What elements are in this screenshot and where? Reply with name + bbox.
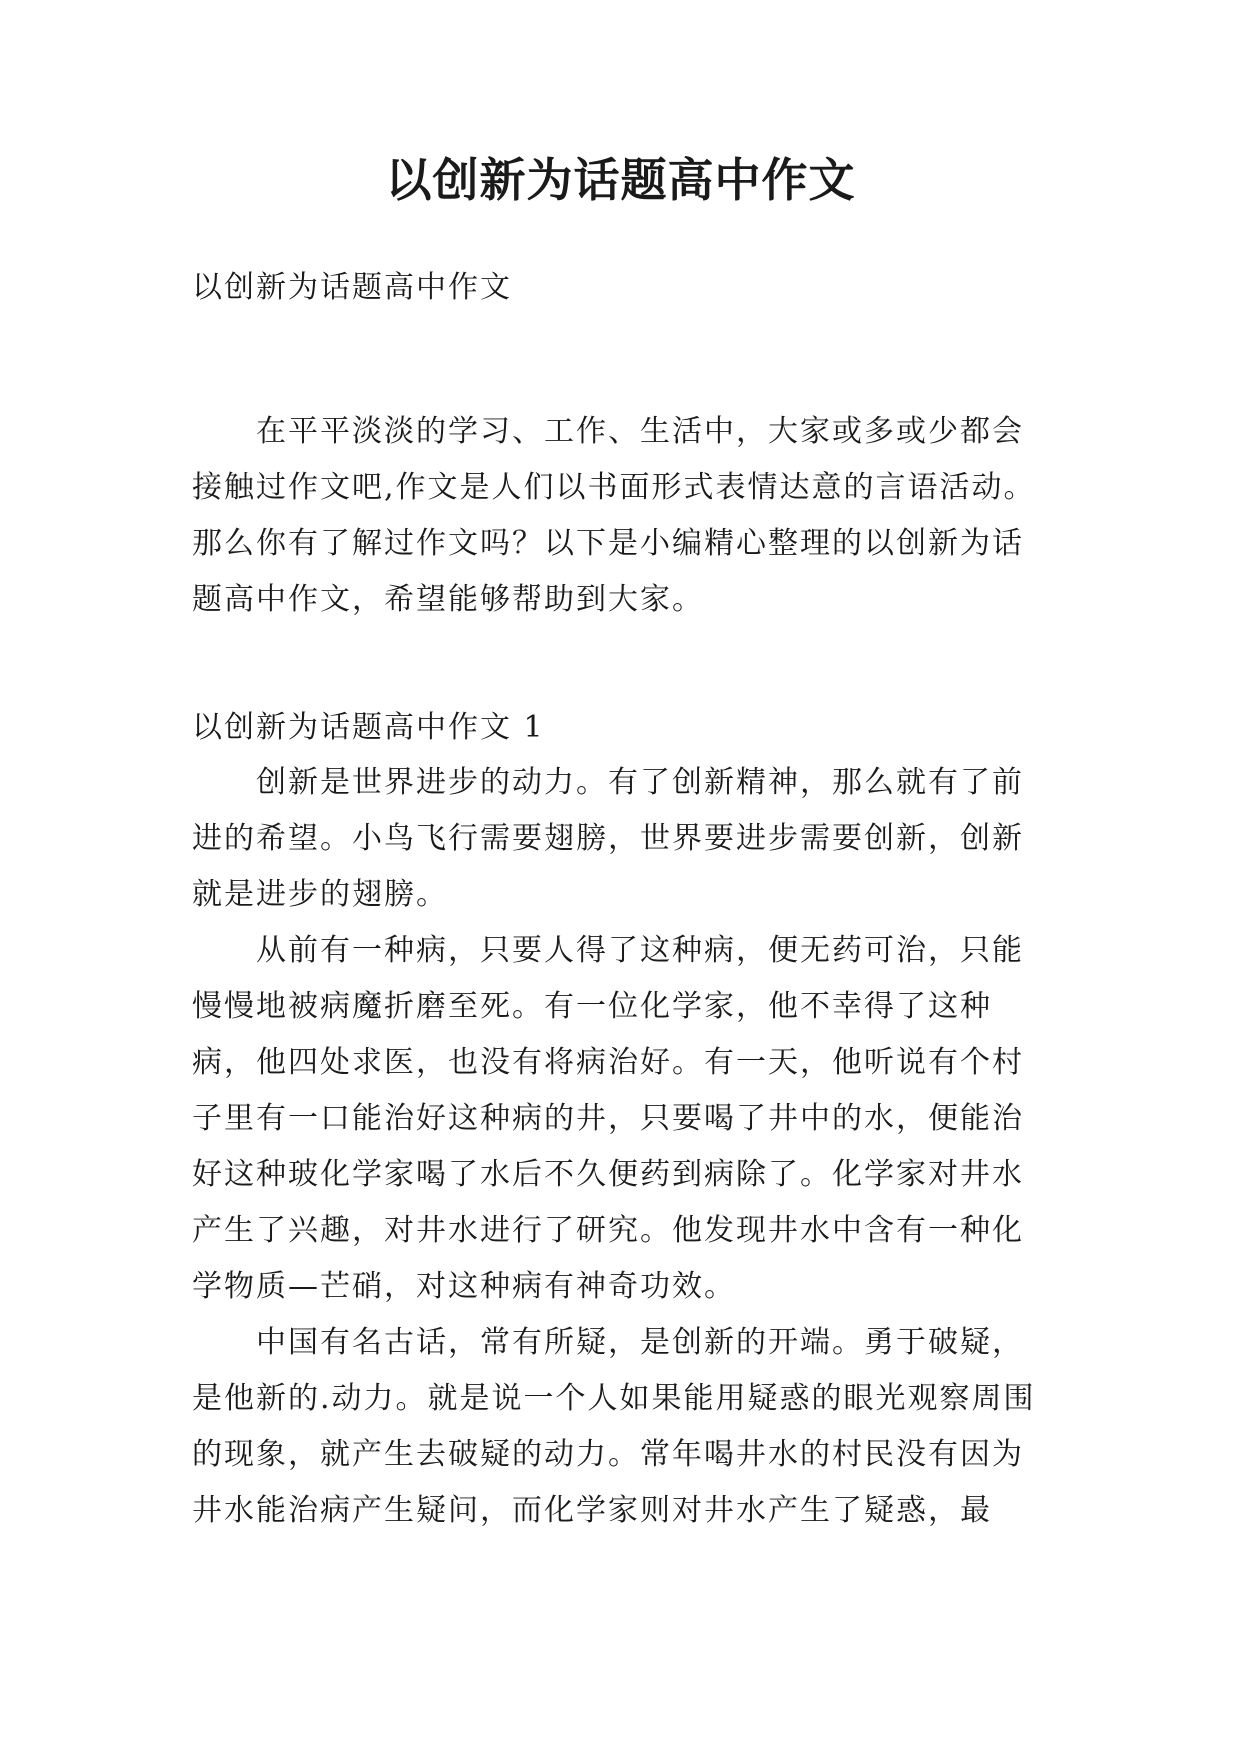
essay-paragraph: 中国有名古话，常有所疑，是创新的开端。勇于破疑，是他新的.动力。就是说一个人如果能用疑惑的眼光观察周围的现象，就产生去破疑的动力。常年喝井水的村民没有因为井水能治病产生疑问，而化学家则对井水产生了疑惑，最 [192,1325,1036,1528]
sub-heading [192,260,1052,316]
intro-paragraph [192,404,1052,628]
section-title [192,700,1052,756]
sub-heading-text: 以创新为话题高中作文 [192,270,512,305]
essay-paragraph: 从前有一种病，只要人得了这种病，便无药可治，只能慢慢地被病魔折磨至死。有一位化学家，他不幸得了这种病，他四处求医，也没有将病治好。有一天，他听说有个村子里有一口能治好这种病的井，只要喝了井中的水，便能治好这种玻化学家喝了水后不久便药到病除了。化学家对井水产生了兴趣，对井水进行了研究。他发现井水中含有一种化学物质—芒硝，对这种病有神奇功效。 [192,933,1024,1304]
essay-paragraph: 创新是世界进步的动力。有了创新精神，那么就有了前进的希望。小鸟飞行需要翅膀，世界要进步需要创新，创新就是进步的翅膀。 [192,765,1024,912]
intro-text: 在平平淡淡的学习、工作、生活中，大家或多或少都会接触过作文吧,作文是人们以书面形式表情达意的言语活动。那么你有了解过作文吗？以下是小编精心整理的以创新为话题高中作文，希望能够帮助到大家。 [192,414,1036,617]
essay-body [192,755,1052,1539]
section-title-text: 以创新为话题高中作文 1 [192,710,545,745]
document-title: 以创新为话题高中作文 [385,153,856,207]
